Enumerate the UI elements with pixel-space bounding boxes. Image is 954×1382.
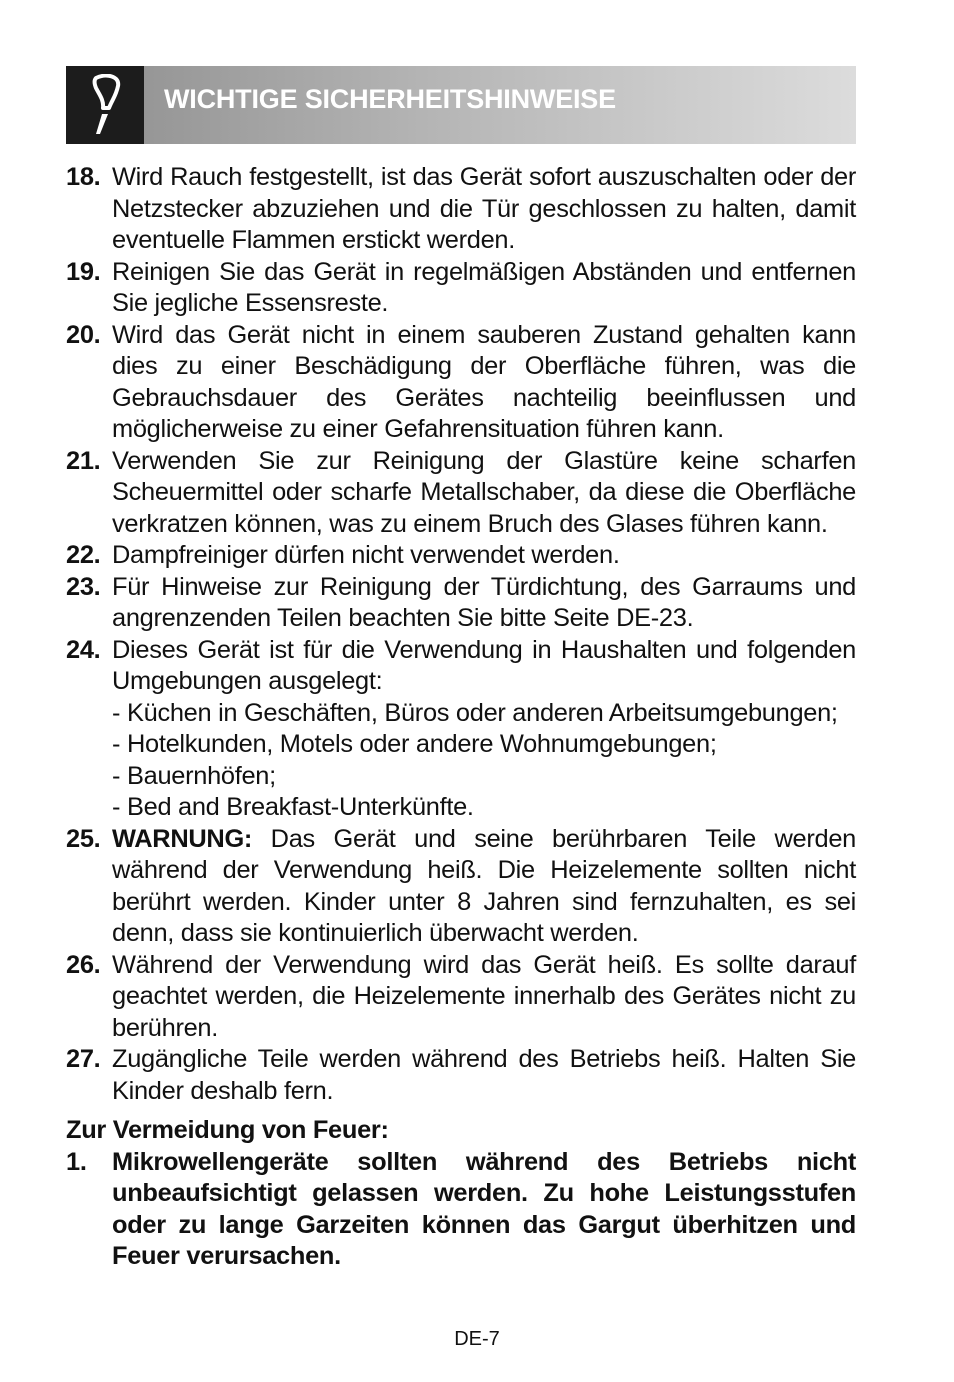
fire-section-heading: Zur Vermeidung von Feuer:	[66, 1116, 389, 1144]
list-item	[66, 572, 856, 635]
item-number: 19.	[66, 257, 101, 286]
item-number: 24.	[66, 635, 101, 664]
environment-item	[112, 761, 856, 793]
list-item	[66, 446, 856, 541]
environment-item	[112, 698, 856, 730]
page-number: DE-7	[454, 1328, 500, 1350]
environment-item	[112, 792, 856, 824]
environment-text: Bed and Breakfast-Unterkünfte.	[127, 793, 474, 821]
list-item	[66, 257, 856, 320]
environment-list	[112, 698, 856, 824]
item-text: Für Hinweise zur Reinigung der Türdichtung, des Garraums und angrenzenden Teilen beachten Sie bitte Seite DE-23.	[112, 572, 856, 632]
item-number: 27.	[66, 1045, 101, 1073]
item-number: 21.	[66, 446, 101, 475]
list-dash: -	[112, 793, 121, 821]
environment-item	[112, 729, 856, 761]
item-text: Während der Verwendung wird das Gerät heiß. Es sollte darauf geachtet werden, die Heizelemente innerhalb des Gerätes nicht zu berühren.	[112, 950, 856, 1042]
list-item	[66, 824, 856, 950]
section-title: WICHTIGE SICHERHEITSHINWEISE	[164, 84, 616, 114]
list-item	[66, 635, 856, 824]
list-dash: -	[112, 698, 121, 727]
item-text: Reinigen Sie das Gerät in regelmäßigen Abständen und entfernen Sie jegliche Essensreste.	[112, 257, 856, 317]
item-number: 20.	[66, 320, 101, 349]
safety-instructions	[66, 162, 856, 1273]
list-item	[66, 320, 856, 446]
item-number: 18.	[66, 163, 101, 191]
environment-text: Bauernhöfen;	[127, 761, 276, 790]
environment-text: Hotelkunden, Motels oder andere Wohnumgebungen;	[127, 730, 717, 758]
fire-list-item	[66, 1147, 856, 1273]
item-text: Dieses Gerät ist für die Verwendung in Haushalten und folgenden Umgebungen ausgelegt:	[112, 635, 856, 695]
warning-icon-box	[66, 66, 144, 144]
item-text: Das Gerät und seine berührbaren Teile werden während der Verwendung heiß. Die Heizelemente sollten nicht berührt werden. Kinder unter 8 Jahren sind fernzuhalten, es sei denn, dass sie kontinuierlich überwacht werden.	[112, 824, 856, 947]
list-item	[66, 1044, 856, 1107]
item-number: 23.	[66, 572, 101, 601]
item-text: Dampfreiniger dürfen nicht verwendet werden.	[112, 541, 620, 569]
item-text: Mikrowellengeräte sollten während des Betriebs nicht unbeaufsichtigt gelassen werden. Zu hohe Leistungsstufen oder zu lange Garzeiten können das Gargut überhitzen und Feuer verursachen.	[112, 1147, 856, 1270]
item-text: Verwenden Sie zur Reinigung der Glastüre keine scharfen Scheuermittel oder scharfe Metallschaber, da diese die Oberfläche verkratzen können, was zu einem Bruch des Glases führen kann.	[112, 446, 856, 538]
item-text: Wird das Gerät nicht in einem sauberen Zustand gehalten kann dies zu einer Beschädigung der Oberfläche führen, was die Gebrauchsdauer des Gerätes nachteilig beeinflussen und möglicherweise zu einer Gefahrensituation führen kann.	[112, 320, 856, 443]
item-text: Wird Rauch festgestellt, ist das Gerät sofort auszuschalten oder der Netzstecker abzuziehen und die Tür geschlossen zu halten, damit eventuelle Flammen erstickt werden.	[112, 163, 856, 254]
section-header	[66, 66, 856, 144]
item-number: 26.	[66, 950, 101, 979]
list-item	[66, 950, 856, 1045]
list-dash: -	[112, 761, 121, 790]
item-number: 25.	[66, 824, 101, 853]
warning-exclamation-icon	[86, 74, 124, 136]
item-number: 22.	[66, 541, 101, 569]
item-text: Zugängliche Teile werden während des Betriebs heiß. Halten Sie Kinder deshalb fern.	[112, 1045, 856, 1105]
item-number: 1.	[66, 1147, 87, 1176]
list-item	[66, 540, 856, 572]
list-item	[66, 162, 856, 257]
list-dash: -	[112, 730, 121, 758]
warning-label: WARNUNG:	[112, 824, 253, 853]
environment-text: Küchen in Geschäften, Büros oder anderen Arbeitsumgebungen;	[127, 698, 838, 727]
